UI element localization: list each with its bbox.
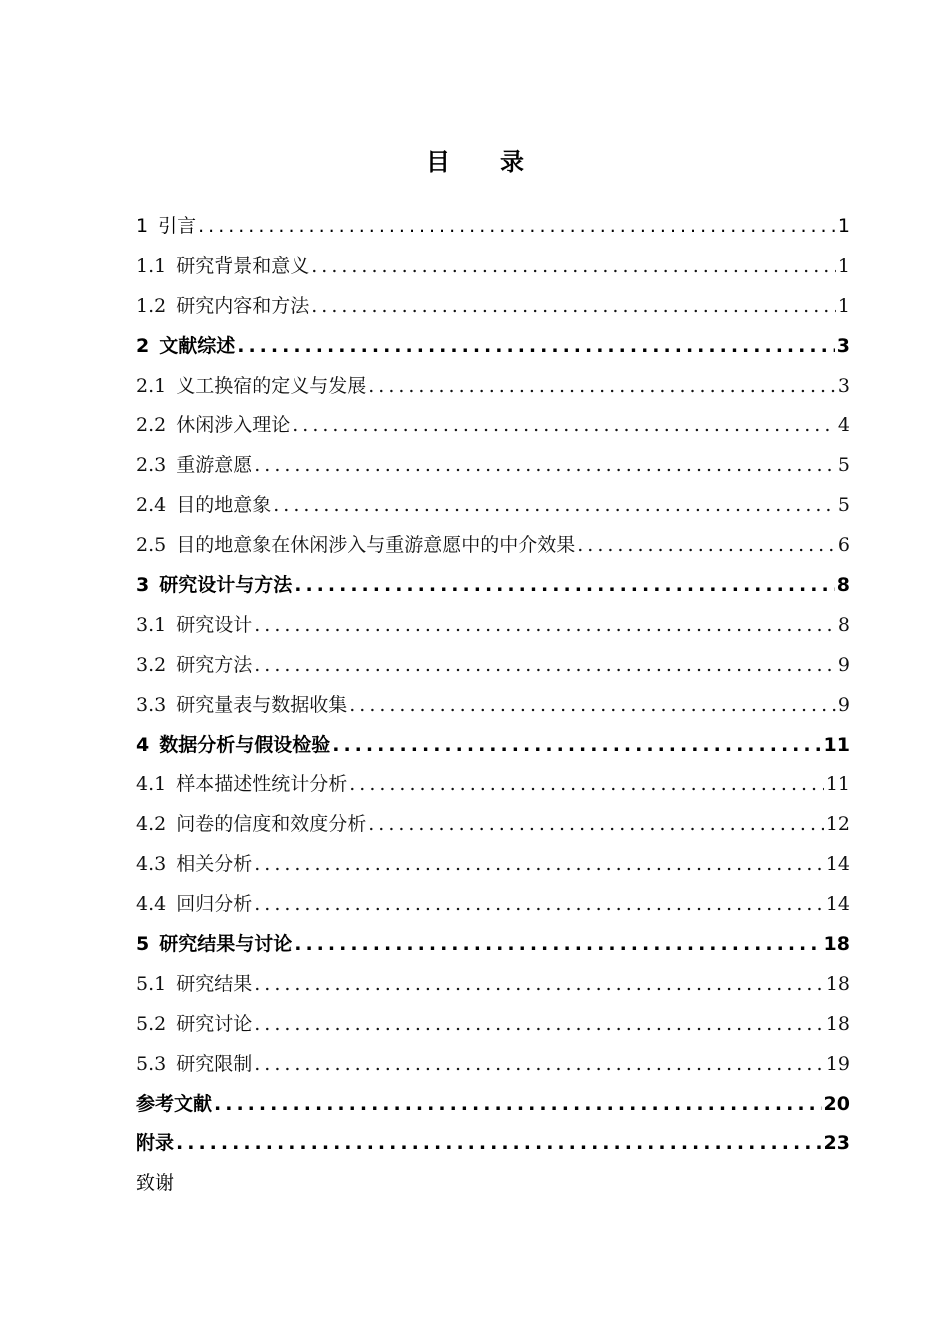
toc-entry-title: 研究结果与讨论 [159,933,293,956]
toc-dot-leader [368,805,824,845]
toc-entry-number: 3 [136,574,150,597]
toc-dot-leader [254,1005,824,1045]
toc-entry-number: 3.2 [136,653,167,676]
toc-entry[interactable] [136,1164,850,1204]
toc-entry-number: 5.1 [136,972,167,995]
toc-dot-leader [273,486,836,526]
toc-dot-leader [254,606,836,646]
toc-entry[interactable] [136,686,850,726]
toc-dot-leader [294,925,821,965]
toc-entry-number: 4 [136,733,150,756]
toc-entry-number: 5.3 [136,1052,167,1075]
toc-dot-leader [311,287,836,327]
toc-entry-page: 18 [825,972,850,995]
toc-entry[interactable] [136,1005,850,1045]
toc-dot-leader [254,965,824,1005]
toc-entry-title: 研究方法 [176,653,253,676]
toc-entry-title: 研究讨论 [176,1012,253,1035]
toc-entry-page: 19 [825,1052,850,1075]
toc-entry-title: 研究限制 [176,1052,253,1075]
toc-entry-number: 1.2 [136,294,167,317]
toc-entry-page: 8 [836,574,850,597]
toc-entry-page: 9 [837,693,850,716]
toc-entry-page: 6 [837,534,850,557]
toc-entry[interactable] [136,247,850,287]
toc-entry-number: 3.3 [136,693,167,716]
toc-entry-title: 义工换宿的定义与发展 [176,374,367,397]
toc-entry-page: 1 [837,254,850,277]
toc-dot-leader [176,1124,822,1164]
toc-entry-number: 3.1 [136,613,167,636]
toc-entry[interactable] [136,446,850,486]
toc-entry[interactable] [136,726,850,766]
toc-entry-page: 14 [825,853,850,876]
toc-entry[interactable] [136,566,850,606]
toc-dot-leader [349,686,836,726]
toc-entry-title: 目的地意象在休闲涉入与重游意愿中的中介效果 [176,534,576,557]
toc-dot-leader [292,406,836,446]
toc-entry-page: 20 [823,1092,850,1115]
toc-entry[interactable] [136,606,850,646]
toc-entry-number: 1 [136,215,149,237]
toc-entry-page: 11 [823,733,850,756]
toc-entry-number: 4.2 [136,813,167,836]
toc-entry[interactable] [136,845,850,885]
toc-entry[interactable] [136,646,850,686]
toc-dot-leader [254,845,824,885]
toc-entry-page: 9 [837,653,850,676]
toc-entry-page: 1 [837,294,850,317]
toc-dot-leader [254,446,836,486]
toc-entry-title: 相关分析 [176,853,253,876]
toc-entry[interactable] [136,965,850,1005]
toc-dot-leader [577,526,836,566]
toc-entry-number: 2.5 [136,534,167,557]
toc-dot-leader [368,367,836,407]
toc-dot-leader [198,207,836,247]
toc-entry-number: 5 [136,933,150,956]
toc-entry[interactable] [136,765,850,805]
toc-entry-page: 3 [837,374,850,397]
toc-entry[interactable] [136,1045,850,1085]
toc-entry-number: 2 [136,334,150,357]
toc-entry-title: 休闲涉入理论 [176,414,291,437]
toc-entry[interactable] [136,486,850,526]
toc-entry-page: 4 [837,414,850,437]
toc-entry[interactable] [136,1085,850,1125]
toc-entry-page: 18 [825,1012,850,1035]
toc-entry-title: 研究设计与方法 [159,574,293,597]
toc-entry-title: 样本描述性统计分析 [176,773,348,796]
toc-entry-number: 2.1 [136,374,167,397]
toc-entry-number: 2.3 [136,454,167,477]
toc-dot-leader [254,885,824,925]
toc-entry[interactable] [136,287,850,327]
toc-dot-leader [332,726,821,766]
toc-dot-leader [214,1085,822,1125]
toc-entry-title: 研究背景和意义 [176,254,310,277]
toc-entry-title: 重游意愿 [176,454,253,477]
toc-entry-title: 参考文献 [136,1092,213,1115]
toc-dot-leader [294,566,835,606]
toc-entry[interactable] [136,925,850,965]
toc-dot-leader [237,327,835,367]
toc-entry-number: 4.4 [136,893,167,916]
toc-dot-leader [254,1045,824,1085]
toc-entry-title: 数据分析与假设检验 [159,733,331,756]
toc-entry-title: 研究设计 [176,613,253,636]
toc-entry[interactable] [136,367,850,407]
toc-entry-page: 23 [823,1132,850,1155]
page-title: 目录 [426,148,574,176]
toc-dot-leader [349,765,824,805]
toc-dot-leader [254,646,836,686]
toc-entry-title: 研究量表与数据收集 [176,693,348,716]
toc-entry-title: 文献综述 [159,334,236,357]
toc-entry-title: 致谢 [136,1172,175,1195]
toc-entry-title: 引言 [158,215,197,237]
toc-entry-page: 12 [825,813,850,836]
toc-entry-page: 1 [837,215,850,237]
toc-entry-title: 问卷的信度和效度分析 [176,813,367,836]
toc-entry-title: 目的地意象 [176,494,272,517]
toc-entry[interactable] [136,327,850,367]
toc-entry-title: 附录 [136,1132,175,1155]
toc-entry-number: 2.4 [136,494,167,517]
toc-entry[interactable] [136,885,850,925]
toc-entry-number: 5.2 [136,1012,167,1035]
toc-entry-page: 18 [823,933,850,956]
toc-entry[interactable] [136,805,850,845]
table-of-contents [136,207,850,1204]
toc-entry-title: 研究结果 [176,972,253,995]
toc-entry-number: 4.3 [136,853,167,876]
toc-entry-page: 8 [837,613,850,636]
toc-entry-page: 11 [825,773,850,796]
toc-entry-page: 5 [837,454,850,477]
toc-dot-leader [311,247,836,287]
toc-entry-page: 3 [836,334,850,357]
toc-entry[interactable] [136,406,850,446]
toc-entry[interactable] [136,207,850,247]
toc-entry-number: 2.2 [136,414,167,437]
toc-entry[interactable] [136,526,850,566]
toc-entry-page: 5 [837,494,850,517]
toc-entry-number: 4.1 [136,773,167,796]
toc-entry-number: 1.1 [136,254,167,277]
toc-entry[interactable] [136,1124,850,1164]
toc-entry-title: 研究内容和方法 [176,294,310,317]
toc-entry-title: 回归分析 [176,893,253,916]
toc-entry-page: 14 [825,893,850,916]
